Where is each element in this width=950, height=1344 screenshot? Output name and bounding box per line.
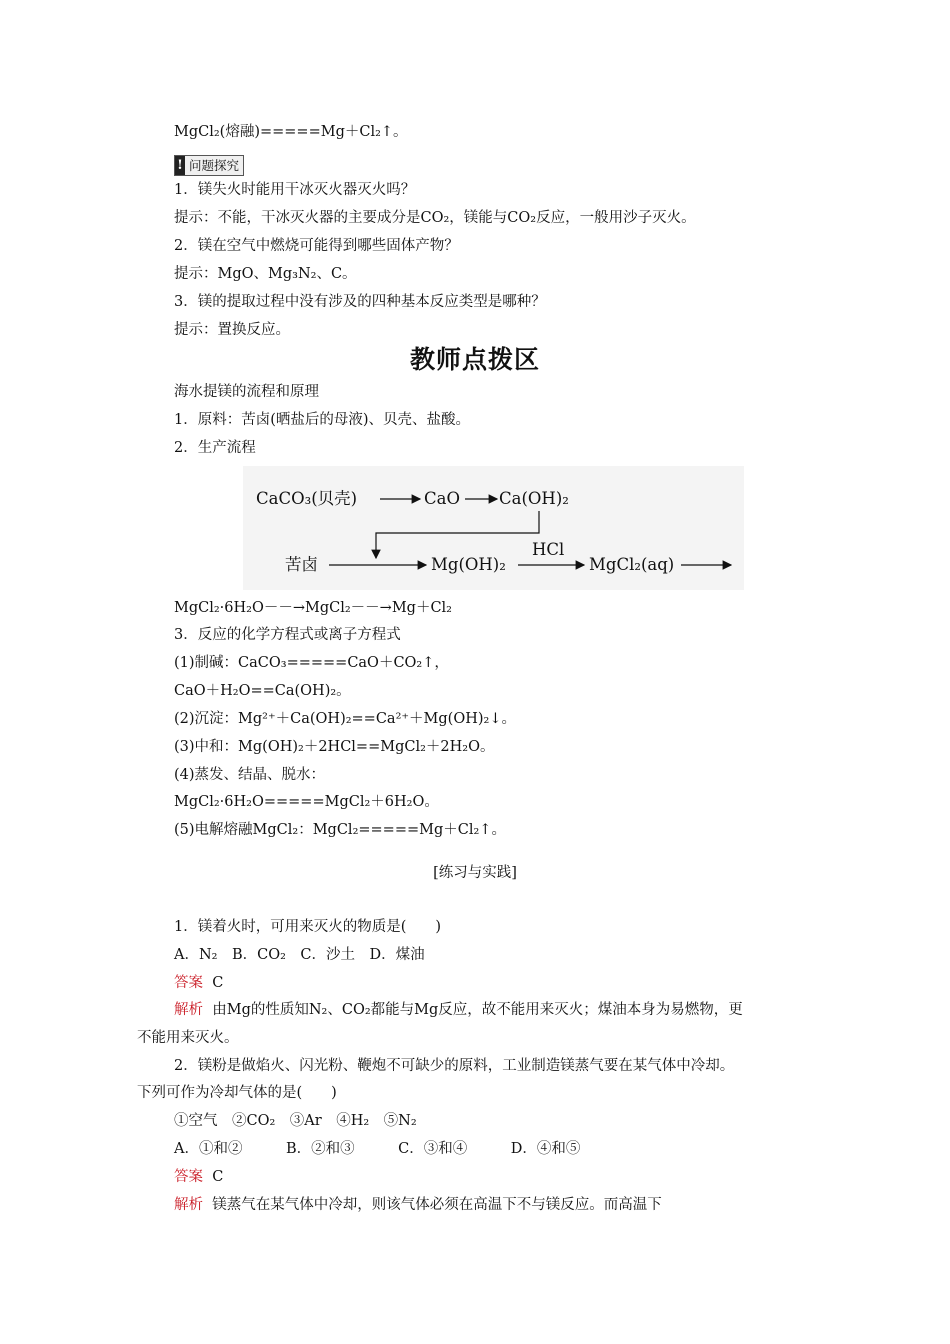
node-caco3: CaCO₃(贝壳) <box>256 489 358 508</box>
answer-value: C <box>212 975 224 991</box>
node-caoh2: Ca(OH)₂ <box>499 489 569 508</box>
equation-1: (1)制碱：CaCO₃=====CaO＋CO₂↑， <box>174 655 449 671</box>
topic-title: 海水提镁的流程和原理 <box>174 384 319 400</box>
section-heading-teacher: 教师点拨区 <box>409 345 540 374</box>
hint-1: 提示：不能，干冰灭火器的主要成分是CO₂，镁能与CO₂反应，一般用沙子灭火。 <box>174 210 696 226</box>
question-3: 3．镁的提取过程中没有涉及的四种基本反应类型是哪种？ <box>174 294 546 310</box>
node-mgcl2-aq: MgCl₂(aq) <box>589 555 675 574</box>
production-flow-diagram <box>243 466 744 590</box>
practice-q1-explanation-2: 不能用来灭火。 <box>137 1030 239 1046</box>
label-hcl: HCl <box>532 540 565 559</box>
flow-continuation: MgCl₂·6H₂O－－→MgCl₂－－→Mg＋Cl₂ <box>174 600 452 616</box>
practice-q1-answer <box>174 973 223 993</box>
badge-label: 问题探究 <box>189 158 240 173</box>
practice-q1-options: A．N₂ B．CO₂ C．沙土 D．煤油 <box>174 947 425 963</box>
answer-label: 答案 <box>174 1169 203 1185</box>
equation-4: (3)中和：Mg(OH)₂＋2HCl==MgCl₂＋2H₂O。 <box>174 739 495 755</box>
hint-2: 提示：MgO、Mg₃N₂、C。 <box>174 266 357 282</box>
equation-electrolysis: MgCl₂(熔融)=====Mg＋Cl₂↑。 <box>174 124 408 140</box>
flow-svg <box>243 466 744 590</box>
practice-q2-line-1: 2．镁粉是做焰火、闪光粉、鞭炮不可缺少的原料，工业制造镁蒸气要在某气体中冷却。 <box>174 1058 735 1074</box>
question-1: 1．镁失火时能用干冰灭火器灭火吗？ <box>174 182 416 198</box>
node-mgoh2: Mg(OH)₂ <box>431 555 506 574</box>
practice-q1-explanation-1 <box>174 1000 743 1020</box>
practice-q2-answer <box>174 1167 223 1187</box>
practice-q2-explanation <box>174 1195 662 1215</box>
practice-q1: 1．镁着火时，可用来灭火的物质是( ) <box>174 919 442 935</box>
equation-3: (2)沉淀：Mg²⁺＋Ca(OH)₂==Ca²⁺＋Mg(OH)₂↓。 <box>174 711 516 727</box>
answer-label: 答案 <box>174 975 203 991</box>
practice-q2-line-2: 下列可作为冷却气体的是( ) <box>137 1085 337 1101</box>
practice-q2-items: ①空气 ②CO₂ ③Ar ④H₂ ⑤N₂ <box>174 1113 417 1129</box>
explanation-text: 镁蒸气在某气体中冷却，则该气体必须在高温下不与镁反应。而高温下 <box>212 1197 662 1213</box>
exclamation-icon: ! <box>175 156 185 175</box>
answer-value: C <box>212 1169 224 1185</box>
process-title: 2．生产流程 <box>174 440 256 456</box>
arrow-down-connector <box>376 511 539 558</box>
equation-6: (5)电解熔融MgCl₂：MgCl₂=====Mg＋Cl₂↑。 <box>174 822 506 838</box>
node-kulu: 苦卤 <box>285 555 318 574</box>
question-2: 2．镁在空气中燃烧可能得到哪些固体产物？ <box>174 238 459 254</box>
hint-3: 提示：置换反应。 <box>174 322 290 338</box>
node-cao: CaO <box>424 489 460 508</box>
equation-5-title: (4)蒸发、结晶、脱水： <box>174 767 326 783</box>
explanation-text: 由Mg的性质知N₂、CO₂都能与Mg反应，故不能用来灭火；煤油本身为易燃物，更 <box>212 1002 743 1018</box>
explanation-label: 解析 <box>174 1002 203 1018</box>
section-badge-inquiry <box>174 155 244 176</box>
practice-heading: [练习与实践] <box>433 865 517 881</box>
raw-materials: 1．原料：苦卤(晒盐后的母液)、贝壳、盐酸。 <box>174 412 471 428</box>
equation-5: MgCl₂·6H₂O=====MgCl₂＋6H₂O。 <box>174 794 439 810</box>
practice-q2-options: A．①和② B．②和③ C．③和④ D．④和⑤ <box>174 1141 581 1157</box>
explanation-label: 解析 <box>174 1197 203 1213</box>
equation-2: CaO＋H₂O==Ca(OH)₂。 <box>174 683 351 699</box>
equations-title: 3．反应的化学方程式或离子方程式 <box>174 627 401 643</box>
